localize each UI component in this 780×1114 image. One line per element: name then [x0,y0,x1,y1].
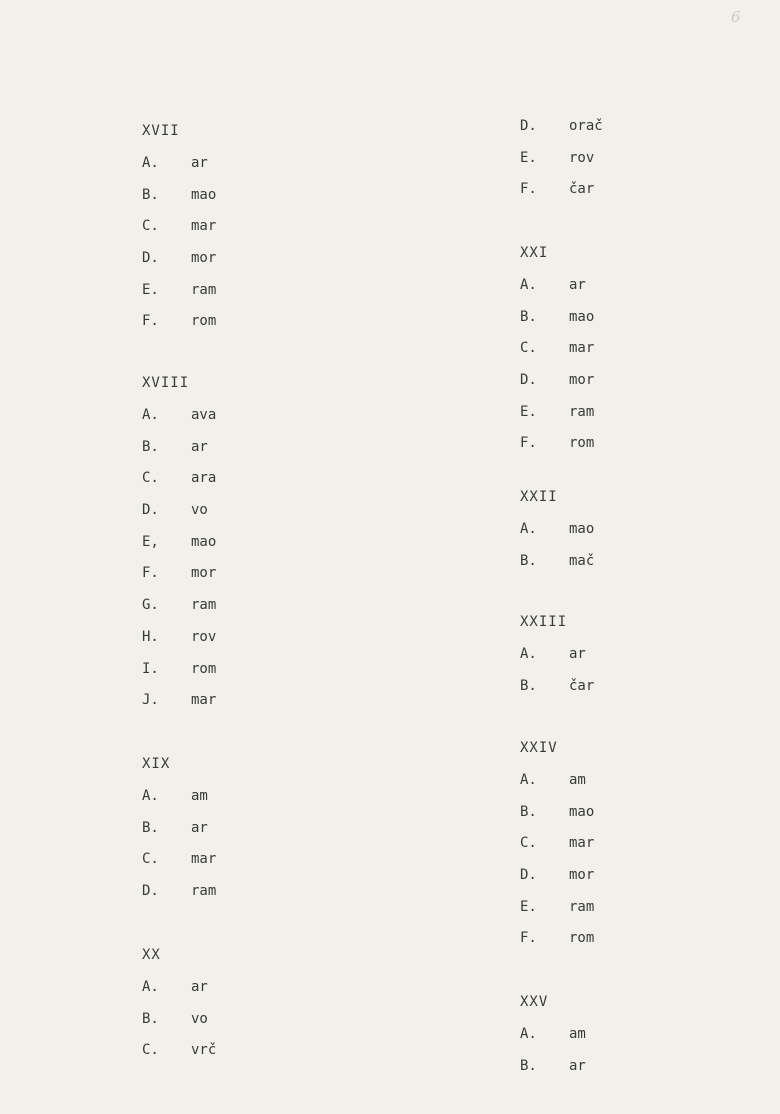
entry-letter: B. [142,1010,159,1027]
entry-letter: B. [142,819,159,836]
entry-letter: A. [520,772,537,788]
entry-row [142,311,216,343]
entry-row [520,928,594,960]
entry-word: vo [191,1010,208,1027]
entry-word: mar [191,218,217,235]
entry-row [520,644,594,676]
entry-row [142,153,216,185]
entry-word: mao [191,186,217,203]
entry-letter: J. [142,692,159,709]
entry-row [520,802,594,834]
entry-row [142,627,216,659]
entry-row [142,881,216,913]
entry-row [520,433,594,465]
section-continued [520,116,603,211]
entry-word: mor [191,250,217,267]
entry-letter: E. [142,281,159,298]
entry-row [142,437,216,469]
entry-letter: A. [142,407,159,423]
section-heading: XVII [142,123,180,139]
entry-row [520,833,594,865]
entry-word: ar [569,646,586,662]
entry-row [520,551,594,583]
entry-row [142,1009,216,1041]
entry-letter: D. [142,502,159,519]
entry-word: ram [191,883,217,900]
entry-row [520,519,594,551]
entry-letter: E, [142,533,159,550]
entry-word: rom [191,313,217,330]
page-number-mark: 6 [731,8,741,26]
section-heading: XX [142,947,161,963]
section-xviii [142,373,216,722]
entry-word: mor [569,867,595,884]
entry-row [520,676,594,708]
entry-row [142,563,216,595]
entry-row [520,865,594,897]
entry-row [142,595,216,627]
entry-letter: F. [142,565,159,582]
entry-word: mor [569,372,595,389]
entry-letter: D. [520,118,537,134]
entry-word: mar [191,692,217,709]
entry-row [142,185,216,217]
entry-word: am [569,772,586,788]
entry-letter: A. [142,788,159,804]
entry-letter: C. [142,218,159,235]
entry-letter: F. [520,181,537,198]
entry-letter: C. [142,1042,159,1059]
entry-word: mač [569,552,595,569]
entry-letter: B. [520,552,537,569]
entry-row [520,179,603,211]
entry-letter: I. [142,660,159,677]
entry-word: mao [569,308,595,325]
entry-letter: B. [520,677,537,694]
entry-row [142,849,216,881]
entry-letter: B. [520,308,537,325]
entry-letter: A. [142,155,159,171]
entry-word: čar [569,181,595,198]
entry-row [142,818,216,850]
entry-letter: A. [520,521,537,537]
entry-row [520,770,594,802]
entry-word: ava [191,407,217,423]
entry-word: rom [191,660,217,677]
entry-letter: A. [520,646,537,662]
entry-word: vo [191,502,208,519]
section-xxv [520,992,586,1087]
entry-row [142,786,216,818]
entry-word: mar [569,340,595,357]
entry-row [142,659,216,691]
section-heading: XXIV [520,740,558,756]
entry-row [520,370,594,402]
entry-letter: C. [142,851,159,868]
entry-row [142,977,216,1009]
entry-letter: H. [142,628,159,645]
entry-letter: F. [520,435,537,452]
entry-letter: A. [520,1026,537,1042]
entry-word: mar [569,835,595,852]
entry-row [520,116,603,148]
entry-word: ar [191,438,208,455]
entry-letter: D. [520,867,537,884]
entry-letter: B. [520,803,537,820]
entry-row [142,216,216,248]
entry-word: mao [191,533,217,550]
entry-row [142,280,216,312]
entry-letter: F. [520,930,537,947]
section-heading: XIX [142,756,171,772]
entry-letter: D. [520,372,537,389]
entry-row [520,307,594,339]
section-heading: XXIII [520,614,568,630]
entry-row [142,532,216,564]
entry-row [520,338,594,370]
entry-word: mao [569,803,595,820]
entry-word: ar [569,1057,586,1074]
entry-letter: C. [142,470,159,487]
entry-word: ram [191,597,217,614]
entry-row [142,1040,216,1072]
entry-word: ar [191,155,208,171]
entry-row [520,1056,586,1088]
section-xxii [520,487,594,582]
entry-word: rom [569,930,595,947]
entry-row [520,148,603,180]
section-heading: XXV [520,994,549,1010]
entry-word: ar [569,277,586,293]
entry-letter: B. [142,186,159,203]
entry-letter: G. [142,597,159,614]
entry-letter: C. [520,340,537,357]
entry-row [142,248,216,280]
section-xx [142,945,216,1072]
entry-word: am [191,788,208,804]
entry-word: rov [191,628,217,645]
entry-row [142,468,216,500]
entry-word: ram [569,403,595,420]
entry-word: mar [191,851,217,868]
entry-word: ar [191,979,208,995]
section-heading: XVIII [142,375,190,391]
entry-word: rom [569,435,595,452]
entry-letter: C. [520,835,537,852]
entry-word: orač [569,118,603,134]
entry-word: ram [191,281,217,298]
section-xxiv [520,738,594,960]
entry-word: čar [569,677,595,694]
entry-letter: E. [520,403,537,420]
entry-row [520,897,594,929]
section-xix [142,754,216,913]
section-heading: XXI [520,245,549,261]
entry-word: ara [191,470,217,487]
entry-row [142,405,216,437]
entry-word: rov [569,149,595,166]
entry-word: am [569,1026,586,1042]
entry-word: vrč [191,1042,217,1059]
section-heading: XXII [520,489,558,505]
entry-word: mao [569,521,595,537]
entry-row [142,500,216,532]
entry-word: ar [191,819,208,836]
entry-letter: B. [142,438,159,455]
entry-letter: E. [520,898,537,915]
section-xvii [142,121,216,343]
entry-letter: E. [520,149,537,166]
entry-letter: A. [520,277,537,293]
entry-row [142,690,216,722]
entry-letter: D. [142,883,159,900]
entry-letter: F. [142,313,159,330]
section-xxi [520,243,594,465]
entry-row [520,275,594,307]
entry-word: ram [569,898,595,915]
entry-letter: B. [520,1057,537,1074]
entry-row [520,402,594,434]
entry-row [520,1024,586,1056]
entry-letter: D. [142,250,159,267]
section-xxiii [520,612,594,707]
entry-word: mor [191,565,217,582]
entry-letter: A. [142,979,159,995]
